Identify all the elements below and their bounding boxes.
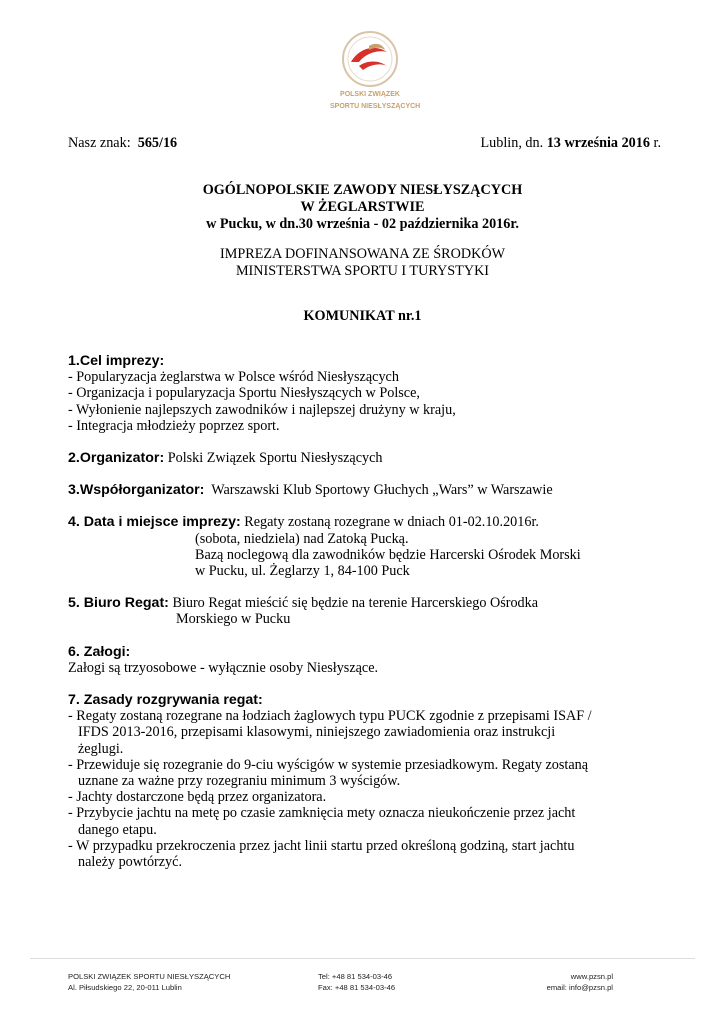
footer-email-link[interactable]: email: info@pzsn.pl bbox=[546, 982, 613, 992]
rule-item: - Przybycie jachtu na metę po czasie zamknięcia mety oznacza nieukończenie przez jacht bbox=[68, 805, 576, 822]
logo-text-line2: SPORTU NIESŁYSZĄCYCH bbox=[330, 103, 421, 110]
section-co-organizer bbox=[68, 482, 668, 498]
rule-item-continued: należy powtórzyć. bbox=[78, 854, 182, 871]
rule-item-continued: danego etapu. bbox=[78, 821, 157, 838]
goal-item: - Integracja młodzieży poprzez sport. bbox=[68, 417, 280, 434]
section-goal bbox=[68, 353, 668, 434]
logo-text-line1: POLSKI ZWIĄZEK bbox=[340, 91, 400, 98]
pzsn-emblem-icon bbox=[341, 30, 399, 88]
document-date bbox=[480, 135, 661, 152]
date-suffix: r. bbox=[653, 135, 661, 151]
footer-website-link[interactable]: www.pzsn.pl bbox=[570, 972, 613, 981]
office-line1: Biuro Regat mieścić się będzie na terenie Harcerskiego Ośrodka bbox=[168, 595, 539, 612]
date-prefix: Lublin, dn. bbox=[480, 135, 544, 151]
ref-label: Nasz znak: bbox=[68, 135, 131, 151]
section-date-heading: 4. Data i miejsce imprezy: bbox=[68, 514, 241, 531]
rule-item-continued: uznane za ważne przy rozegraniu minimum 3 wyścigów. bbox=[78, 773, 401, 790]
pzsn-logo bbox=[330, 30, 421, 130]
rule-item: - W przypadku przekroczenia przez jacht linii startu przed określoną godziną, start jachtu bbox=[68, 837, 575, 854]
goal-item: - Organizacja i popularyzacja Sportu Niesłyszących w Polsce, bbox=[68, 385, 420, 402]
crews-text: Załogi są trzyosobowe - wyłącznie osoby Niesłyszące. bbox=[68, 659, 379, 676]
office-line2: Morskiego w Pucku bbox=[176, 611, 291, 628]
event-title bbox=[0, 182, 725, 233]
footer-organization bbox=[68, 972, 230, 993]
rule-item-continued: żeglugi. bbox=[78, 740, 124, 757]
section-race-office bbox=[68, 595, 668, 627]
goal-item: - Popularyzacja żeglarstwa w Polsce wśród Niesłyszących bbox=[68, 369, 399, 386]
section-crews-heading: 6. Załogi: bbox=[68, 643, 131, 660]
reference-number bbox=[68, 135, 177, 152]
rule-item-continued: IFDS 2013-2016, przepisami klasowymi, niniejszego zawiadomienia oraz instrukcji bbox=[78, 724, 556, 741]
title-line1: OGÓLNOPOLSKIE ZAWODY NIESŁYSZĄCYCH bbox=[202, 182, 523, 198]
section-date-place bbox=[68, 514, 668, 579]
date-place-line3: Bazą noclegową dla zawodników będzie Harcerski Ośrodek Morski bbox=[195, 546, 581, 563]
footer-address: Al. Piłsudskiego 22, 20-011 Lublin bbox=[68, 982, 182, 992]
funded-line2: MINISTERSTWA SPORTU I TURYSTYKI bbox=[235, 263, 490, 279]
rule-item: - Przewiduje się rozegranie do 9-ciu wyścigów w systemie przesiadkowym. Regaty zostaną bbox=[68, 756, 589, 773]
section-rules bbox=[68, 692, 668, 870]
section-crews bbox=[68, 644, 668, 676]
co-organizer-text: Warszawski Klub Sportowy Głuchych „Wars” w Warszawie bbox=[204, 482, 553, 499]
goal-item: - Wyłonienie najlepszych zawodników i najlepszej drużyny w kraju, bbox=[68, 401, 456, 418]
announcement-title: KOMUNIKAT nr.1 bbox=[303, 308, 422, 324]
footer-web bbox=[547, 972, 613, 993]
date-place-line1: Regaty zostaną rozegrane w dniach 01-02.10.2016r. bbox=[240, 514, 539, 531]
section-co-organizer-heading: 3.Współorganizator: bbox=[68, 482, 205, 499]
date-place-line4: w Pucku, ul. Żeglarzy 1, 84-100 Puck bbox=[195, 563, 410, 580]
title-line2: W ŻEGLARSTWIE bbox=[300, 199, 425, 215]
section-office-heading: 5. Biuro Regat: bbox=[68, 595, 169, 612]
section-rules-heading: 7. Zasady rozgrywania regat: bbox=[68, 692, 263, 709]
footer-fax: Fax: +48 81 534-03-46 bbox=[318, 982, 396, 992]
ref-number: 565/16 bbox=[137, 135, 178, 151]
footer-divider bbox=[30, 958, 695, 959]
document-body bbox=[68, 353, 668, 886]
funded-line1: IMPREZA DOFINANSOWANA ZE ŚRODKÓW bbox=[220, 246, 505, 262]
date-place-line2: (sobota, niedziela) nad Zatoką Pucką. bbox=[195, 530, 409, 547]
footer-tel: Tel: +48 81 534-03-46 bbox=[318, 972, 393, 981]
section-organizer-heading: 2.Organizator: bbox=[68, 450, 165, 467]
section-goal-heading: 1.Cel imprezy: bbox=[68, 353, 165, 369]
rule-item: - Jachty dostarczone będą przez organizatora. bbox=[68, 789, 327, 806]
footer-contact bbox=[318, 972, 395, 993]
footer-org-name: POLSKI ZWIĄZEK SPORTU NIESŁYSZĄCYCH bbox=[68, 972, 231, 981]
rule-item: - Regaty zostaną rozegrane na łodziach żaglowych typu PUCK zgodnie z przepisami ISAF / bbox=[68, 708, 592, 725]
organizer-text: Polski Związek Sportu Niesłyszących bbox=[164, 450, 383, 467]
section-organizer bbox=[68, 450, 668, 466]
funding-note bbox=[0, 246, 725, 280]
date-value: 13 września 2016 bbox=[546, 135, 650, 151]
title-line3: w Pucku, w dn.30 września - 02 października 2016r. bbox=[206, 216, 519, 232]
